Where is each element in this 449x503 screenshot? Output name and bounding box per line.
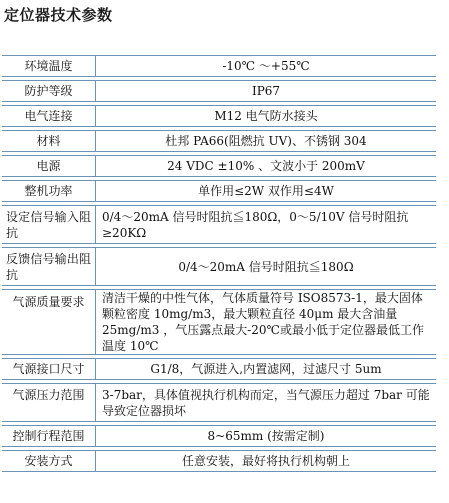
row-value: 杜邦 PA66(阻燃抗 UV)、不锈钢 304 [96,131,437,152]
table-row [2,131,436,152]
table-row [2,290,436,355]
table-row [2,106,436,127]
row-value: 0/4～20mA 信号时阻抗≦180Ω，0～5/10V 信号时阻抗≥20KΩ [96,206,437,244]
row-label: 电源 [2,156,96,177]
row-value: 8~65mm (按需定制) [96,426,437,447]
row-label: 反馈信号输出阻抗 [2,248,96,286]
row-label: 控制行程范围 [2,426,96,447]
row-value: 单作用≤2W 双作用≤4W [96,181,437,202]
row-label: 材料 [2,131,96,152]
row-label: 防护等级 [2,81,96,102]
row-label: 环境温度 [2,56,96,77]
table-row [2,81,436,102]
table-row [2,56,436,77]
row-value: G1/8，气源进入,内置滤网，过滤尺寸 5um [96,359,437,380]
row-value: IP67 [96,81,437,102]
page-title: 定位器技术参数 [4,6,113,24]
row-value: 清洁干燥的中性气体，气体质量符号 ISO8573-1，最大固体颗粒密度 10mg/m3，最大颗粒直径 40μm 最大含油量 25mg/m3 ，气压露点最大-20℃或最小低于定位器最低工作温度 10℃ [96,290,437,355]
row-label: 气源接口尺寸 [2,359,96,380]
row-label: 设定信号输入阻抗 [2,206,96,244]
table-row [2,451,436,472]
table-row [2,206,436,244]
spec-table [2,55,436,472]
row-value: 3-7bar，具体值视执行机构而定，当气源压力超过 7bar 可能导致定位器损坏 [96,384,437,422]
row-value: M12 电气防水接头 [96,106,437,127]
table-row [2,384,436,422]
row-value: 任意安装，最好将执行机构朝上 [96,451,437,472]
row-label: 整机功率 [2,181,96,202]
row-value: 24 VDC ±10% 、文波小于 200mV [96,156,437,177]
table-row [2,426,436,447]
table-row [2,181,436,202]
row-value: 0/4～20mA 信号时阻抗≦180Ω [96,248,437,286]
table-row [2,359,436,380]
row-label: 气源压力范围 [2,384,96,422]
row-label: 气源质量要求 [2,290,96,355]
table-row [2,248,436,286]
row-value: -10℃ ～+55℃ [96,56,437,77]
row-label: 安装方式 [2,451,96,472]
table-row [2,156,436,177]
row-label: 电气连接 [2,106,96,127]
